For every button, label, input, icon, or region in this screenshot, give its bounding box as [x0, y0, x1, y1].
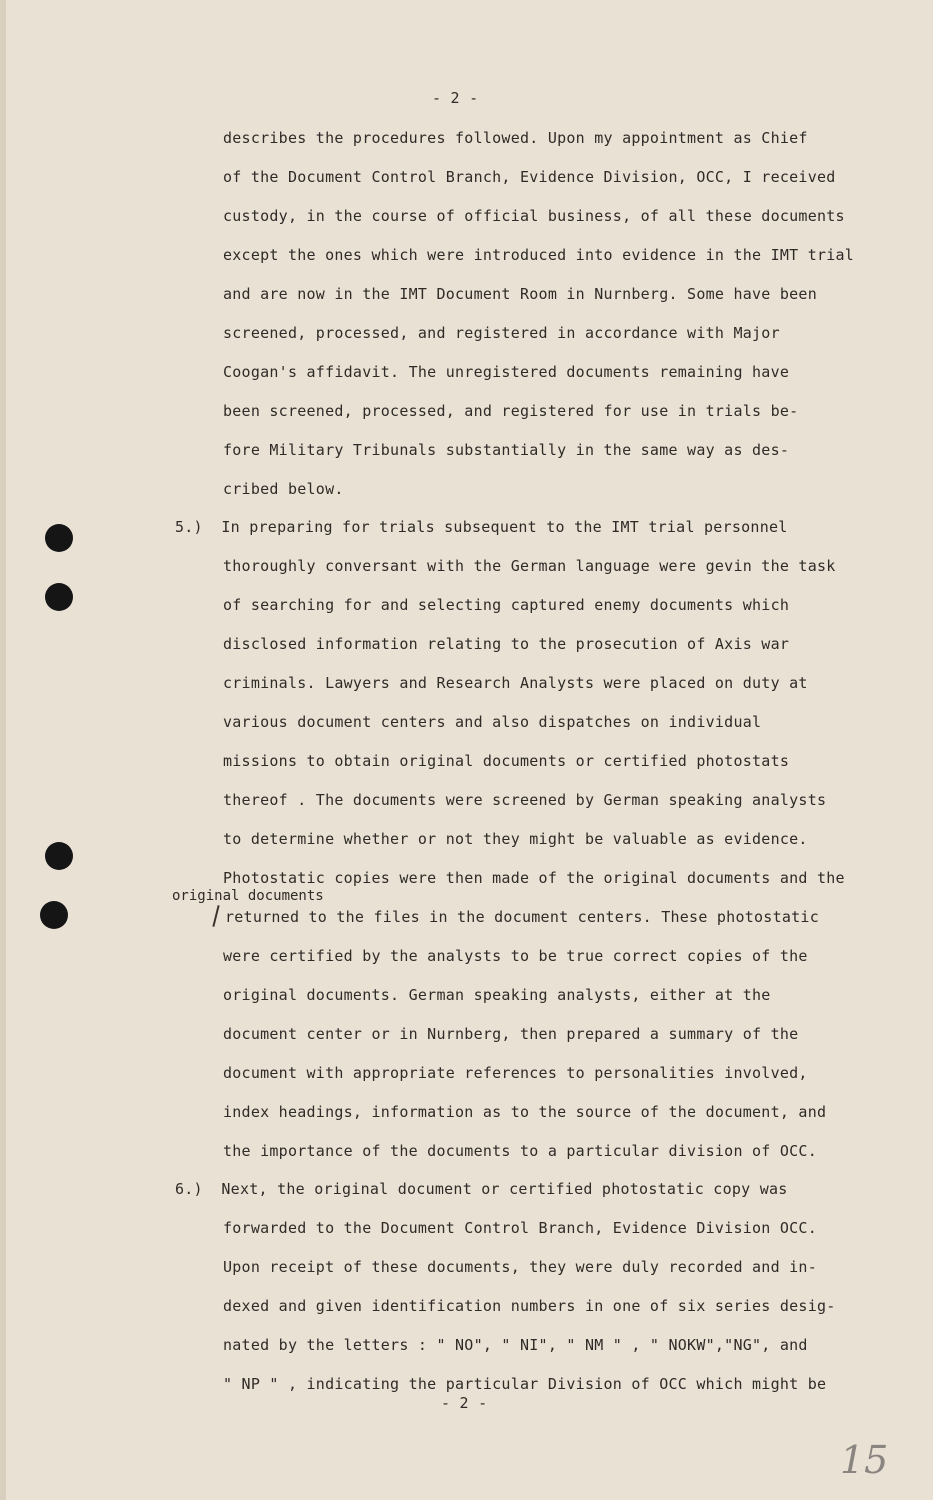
- text-line: returned to the files in the document centers. These photostatic: [225, 908, 819, 926]
- page-edge-shadow: [0, 0, 6, 1500]
- insertion-caret: [212, 905, 219, 927]
- text-line: criminals. Lawyers and Research Analysts were placed on duty at: [223, 674, 808, 692]
- text-line: Coogan's affidavit. The unregistered documents remaining have: [223, 363, 790, 381]
- text-line: document with appropriate references to personalities involved,: [223, 1064, 808, 1082]
- text-line: dexed and given identification numbers in one of six series desig-: [223, 1297, 836, 1315]
- text-line: thereof . The documents were screened by German speaking analysts: [223, 791, 827, 809]
- punch-hole: [45, 524, 73, 552]
- text-line: missions to obtain original documents or certified photostats: [223, 752, 790, 770]
- text-line: " NP " , indicating the particular Division of OCC which might be: [223, 1375, 827, 1393]
- text-line: screened, processed, and registered in accordance with Major: [223, 324, 780, 342]
- text-line: been screened, processed, and registered for use in trials be-: [223, 402, 799, 420]
- text-line: were certified by the analysts to be true correct copies of the: [223, 947, 808, 965]
- text-line: of the Document Control Branch, Evidence Division, OCC, I received: [223, 168, 836, 186]
- text-line: the importance of the documents to a particular division of OCC.: [223, 1142, 817, 1160]
- text-line: except the ones which were introduced into evidence in the IMT trial: [223, 246, 855, 264]
- text-line: of searching for and selecting captured enemy documents which: [223, 596, 790, 614]
- text-line: cribed below.: [223, 480, 344, 498]
- text-line: nated by the letters : " NO", " NI", " NM " , " NOKW","NG", and: [223, 1336, 808, 1354]
- text-line: Upon receipt of these documents, they were duly recorded and in-: [223, 1258, 817, 1276]
- text-line: describes the procedures followed. Upon my appointment as Chief: [223, 129, 808, 147]
- text-line: thoroughly conversant with the German language were gevin the task: [223, 557, 836, 575]
- text-line: and are now in the IMT Document Room in Nurnberg. Some have been: [223, 285, 817, 303]
- text-line: forwarded to the Document Control Branch, Evidence Division OCC.: [223, 1219, 817, 1237]
- page-number-bottom: - 2 -: [441, 1394, 488, 1412]
- text-line: various document centers and also dispatches on individual: [223, 713, 762, 731]
- paragraph-5-start: 5.) In preparing for trials subsequent to the IMT trial personnel: [175, 518, 788, 536]
- page-number-top: - 2 -: [432, 89, 479, 107]
- handwritten-page-number: 15: [840, 1438, 889, 1482]
- text-line: custody, in the course of official business, of all these documents: [223, 207, 845, 225]
- punch-hole: [45, 583, 73, 611]
- paragraph-6-start: 6.) Next, the original document or certified photostatic copy was: [175, 1180, 788, 1198]
- punch-hole: [45, 842, 73, 870]
- punch-hole: [40, 901, 68, 929]
- text-line: document center or in Nurnberg, then prepared a summary of the: [223, 1025, 799, 1043]
- text-line: to determine whether or not they might be valuable as evidence.: [223, 830, 808, 848]
- text-line: disclosed information relating to the prosecution of Axis war: [223, 635, 790, 653]
- text-line: fore Military Tribunals substantially in the same way as des-: [223, 441, 790, 459]
- text-line: index headings, information as to the source of the document, and: [223, 1103, 827, 1121]
- handwritten-insertion: original documents: [172, 888, 324, 904]
- text-line: original documents. German speaking analysts, either at the: [223, 986, 771, 1004]
- text-line: Photostatic copies were then made of the original documents and the: [223, 869, 845, 887]
